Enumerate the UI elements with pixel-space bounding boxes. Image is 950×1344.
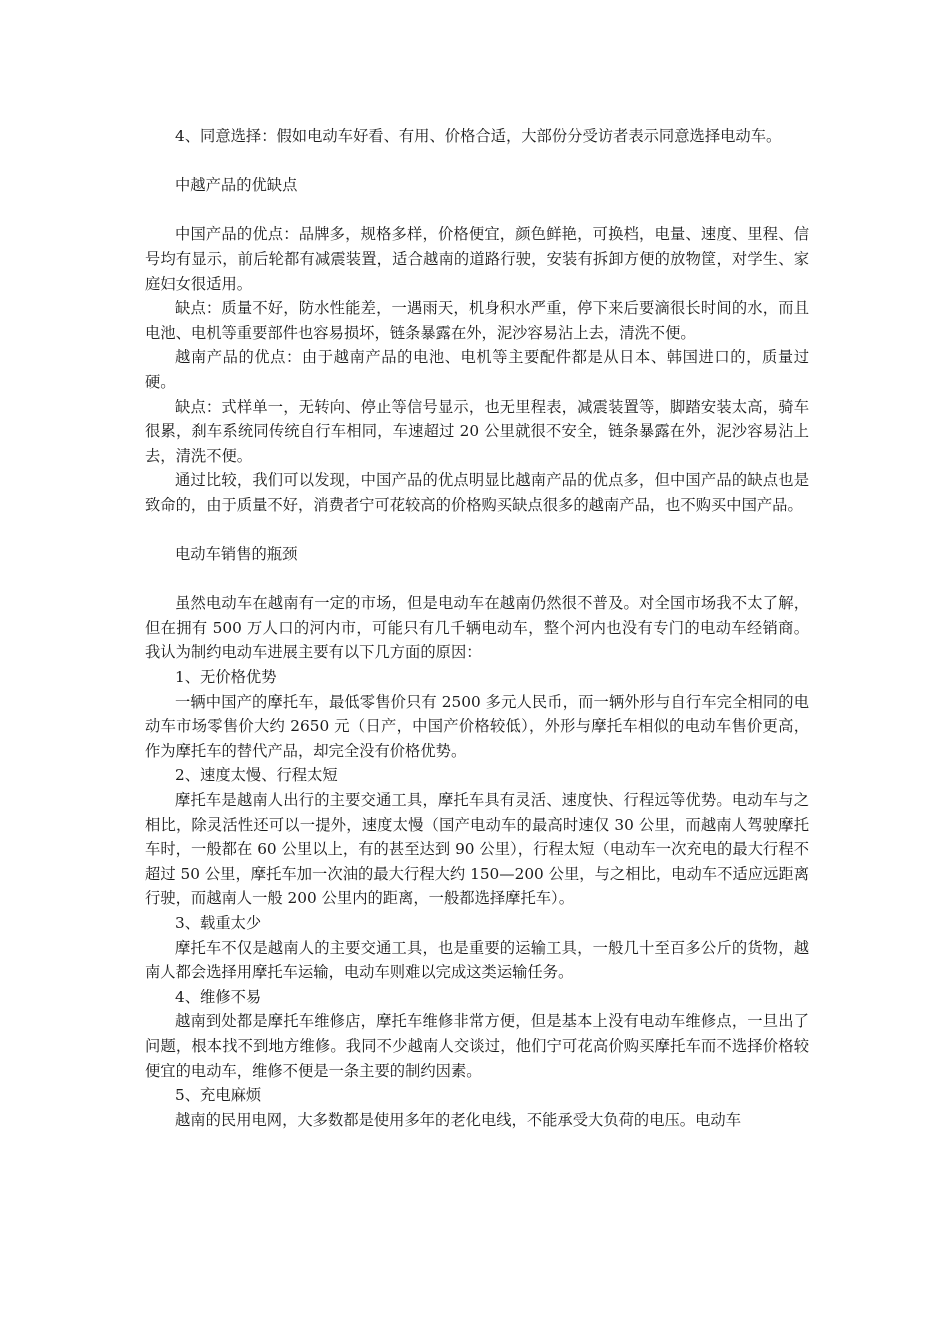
paragraph-china-pros: 中国产品的优点：品牌多，规格多样，价格便宜，颜色鲜艳，可换档，电量、速度、里程、信号均有显示，前后轮都有减震装置，适合越南的道路行驶，安装有拆卸方便的放物筐，对学生、家庭妇女很适用。 — [145, 225, 809, 293]
item-text-speed: 摩托车是越南人出行的主要交通工具，摩托车具有灵活、速度快、行程远等优势。电动车与之相比，除灵活性还可以一提外，速度太慢（国产电动车的最高时速仅 30 公里，而越南人驾驶摩托车时，一般都在 60 公里以上，有的甚至达到 90 公里），行程太短（电动车一次充电的最大行程不超过 50 公里，摩托车加一次油的最大行程大约 150—200 公里，与之相比，电动车不适应远距离行驶，而越南人一般 200 公里内的距离，一般都选择摩托车）。 — [145, 791, 809, 908]
section-title-pros-cons: 中越产品的优缺点 — [175, 176, 298, 195]
item-heading-load: 3、载重太少 — [175, 914, 262, 932]
item-heading-speed: 2、速度太慢、行程太短 — [175, 766, 338, 785]
paragraph-comparison: 通过比较，我们可以发现，中国产品的优点明显比越南产品的优点多，但中国产品的缺点也是致命的，由于质量不好，消费者宁可花较高的价格购买缺点很多的越南产品，也不购买中国产品。 — [145, 471, 809, 514]
item-text-price: 一辆中国产的摩托车，最低零售价只有 2500 多元人民币，而一辆外形与自行车完全相同的电动车市场零售价大约 2650 元（日产，中国产价格较低），外形与摩托车相似的电动车售价更高，作为摩托车的替代产品，却完全没有价格优势。 — [145, 692, 809, 760]
spacer — [145, 518, 809, 543]
paragraph-bottleneck-intro: 虽然电动车在越南有一定的市场，但是电动车在越南仍然很不普及。对全国市场我不太了解，但在拥有 500 万人口的河内市，可能只有几千辆电动车，整个河内也没有专门的电动车经销商。我认为制约电动车进展主要有以下几方面的原因： — [145, 594, 809, 662]
spacer — [145, 149, 809, 174]
item-heading-charging: 5、充电麻烦 — [175, 1086, 262, 1105]
spacer — [145, 198, 809, 223]
paragraph-vietnam-pros: 越南产品的优点：由于越南产品的电池、电机等主要配件都是从日本、韩国进口的，质量过硬。 — [145, 348, 809, 391]
paragraph-china-cons: 缺点：质量不好，防水性能差，一遇雨天，机身积水严重，停下来后要滴很长时间的水，而且电池、电机等重要部件也容易损坏，链条暴露在外，泥沙容易沾上去，清洗不便。 — [145, 299, 809, 342]
item-text-load: 摩托车不仅是越南人的主要交通工具，也是重要的运输工具，一般几十至百多公斤的货物，越南人都会选择用摩托车运输，电动车则难以完成这类运输任务。 — [145, 938, 809, 982]
paragraph-agree: 4、同意选择：假如电动车好看、有用、价格合适，大部份分受访者表示同意选择电动车。 — [175, 127, 782, 145]
item-text-charging: 越南的民用电网，大多数都是使用多年的老化电线，不能承受大负荷的电压。电动车 — [175, 1110, 741, 1129]
item-heading-repair: 4、维修不易 — [175, 987, 262, 1006]
paragraph-vietnam-cons: 缺点：式样单一，无转向、停止等信号显示，也无里程表，减震装置等，脚踏安装太高，骑车很累，刹车系统同传统自行车相同，车速超过 20 公里就很不安全，链条暴露在外，泥沙容易沾上去，清洗不便。 — [145, 397, 809, 465]
section-title-bottleneck: 电动车销售的瓶颈 — [175, 545, 298, 564]
item-text-repair: 越南到处都是摩托车维修店，摩托车维修非常方便，但是基本上没有电动车维修点，一旦出了问题，根本找不到地方维修。我同不少越南人交谈过，他们宁可花高价购买摩托车而不选择价格较便宜的电动车，维修不便是一条主要的制约因素。 — [145, 1012, 809, 1080]
document-page — [145, 124, 809, 1132]
item-heading-price: 1、无价格优势 — [175, 668, 277, 687]
spacer — [145, 567, 809, 592]
